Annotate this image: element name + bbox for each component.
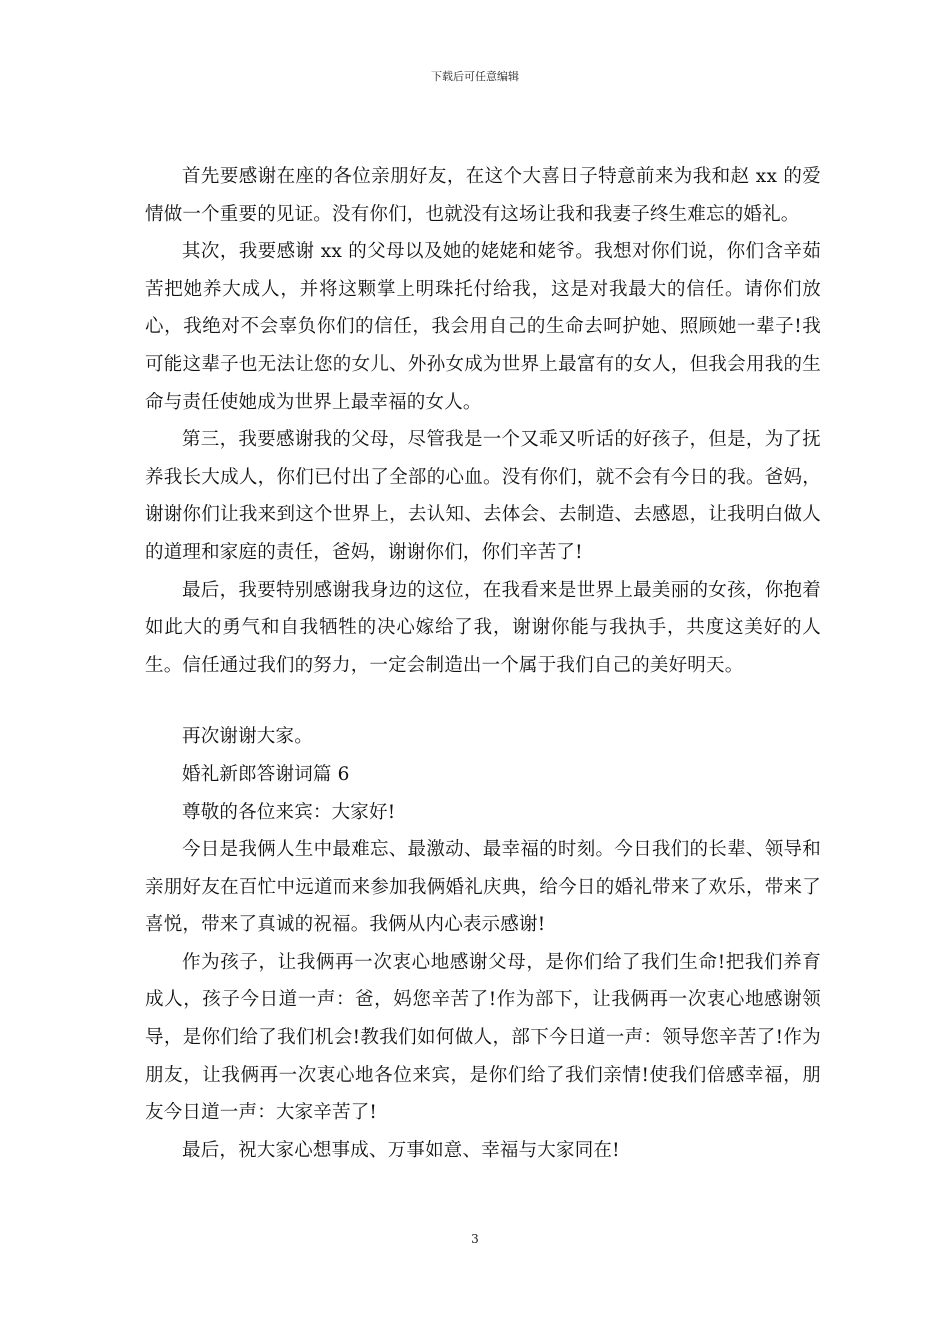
document-body	[145, 158, 821, 1169]
page-number: 3	[471, 1232, 479, 1246]
paragraph-closing-wishes: 最后，祝大家心想事成、万事如意、幸福与大家同在!	[182, 1139, 620, 1161]
paragraph-greeting: 尊敬的各位来宾：大家好!	[182, 801, 396, 823]
paragraph-thanks-in-laws: 其次，我要感谢 xx 的父母以及她的姥姥和姥爷。我想对你们说，你们含辛茹苦把她养大成人，并将这颗掌上明珠托付给我，这是对我最大的信任。请你们放心，我绝对不会辜负你们的信任，我会用自己的生命去呵护她、照顾她一辈子!我可能这辈子也无法让您的女儿、外孙女成为世界上最富有的女人，但我会用我的生命与责任使她成为世界上最幸福的女人。	[145, 241, 821, 413]
paragraph-thanks-parents-leaders-friends: 作为孩子，让我俩再一次衷心地感谢父母，是你们给了我们生命!把我们养育成人，孩子今日道一声：爸，妈您辛苦了!作为部下，让我俩再一次衷心地感谢领导，是你们给了我们机会!教我们如何做人，部下今日道一声：领导您辛苦了!作为朋友，让我俩再一次衷心地各位来宾，是你们给了我们亲情!使我们倍感幸福，朋友今日道一声：大家辛苦了!	[145, 951, 821, 1124]
section-title: 婚礼新郎答谢词篇 6	[182, 763, 350, 785]
section-spacer	[145, 684, 821, 718]
paragraph-thanks-bride: 最后，我要特别感谢我身边的这位，在我看来是世界上最美丽的女孩，你抱着如此大的勇气和自我牺牲的决心嫁给了我，谢谢你能与我执手，共度这美好的人生。信任通过我们的努力，一定会制造出一个属于我们自己的美好明天。	[145, 579, 821, 676]
page-header: 下载后可任意编辑	[431, 70, 519, 83]
paragraph-thanks-friends: 首先要感谢在座的各位亲朋好友，在这个大喜日子特意前来为我和赵 xx 的爱情做一个重要的见证。没有你们，也就没有这场让我和我妻子终生难忘的婚礼。	[145, 166, 821, 225]
paragraph-memorable-moment: 今日是我俩人生中最难忘、最激动、最幸福的时刻。今日我们的长辈、领导和亲朋好友在百忙中远道而来参加我俩婚礼庆典，给今日的婚礼带来了欢乐，带来了喜悦，带来了真诚的祝福。我俩从内心表示感谢!	[145, 839, 821, 936]
paragraph-thanks-again: 再次谢谢大家。	[182, 726, 313, 748]
paragraph-thanks-parents: 第三，我要感谢我的父母，尽管我是一个又乖又听话的好孩子，但是，为了抚养我长大成人，你们已付出了全部的心血。没有你们，就不会有今日的我。爸妈，谢谢你们让我来到这个世界上，去认知、去体会、去制造、去感恩，让我明白做人的道理和家庭的责任，爸妈，谢谢你们，你们辛苦了!	[145, 429, 821, 563]
